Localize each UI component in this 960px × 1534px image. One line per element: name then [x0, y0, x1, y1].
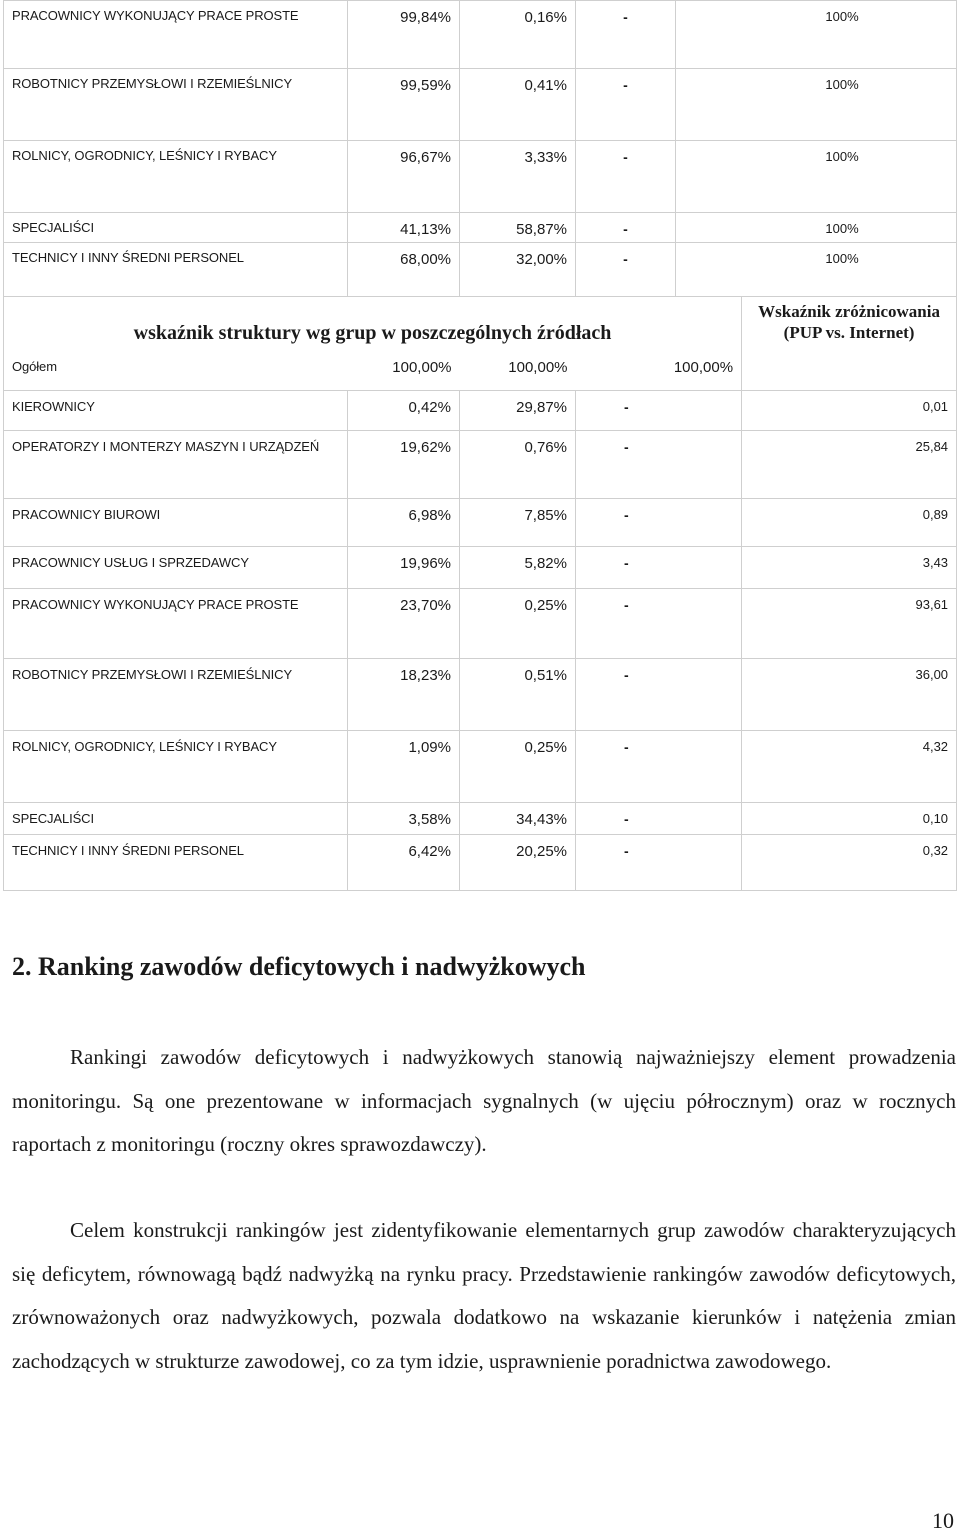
indicator-cell: 36,00 [742, 659, 957, 731]
value-cell: 0,76% [460, 431, 576, 499]
table-row [4, 431, 957, 499]
paragraph-text: Celem konstrukcji rankingów jest zidentyfikowanie elementarnych grup zawodów charakteryzujących się deficytem, równowagą bądź nadwyżką na rynku pracy. Przedstawienie rankingów zawodów deficytowych, zrównoważonych oraz nadwyżkowych, pozwala dodatkowo na wskazanie kierunków i natężenia zmian zachodzących w strukturze zawodowej, co za tym idzie, usprawnienie poradnictwa zawodowego. [12, 1218, 956, 1373]
value-cell: 3,33% [460, 141, 576, 213]
value-cell: 58,87% [460, 213, 576, 243]
value-cell: 0,25% [460, 731, 576, 803]
table-row [4, 547, 957, 589]
value-cell: 7,85% [460, 499, 576, 547]
total-cell: 100% [676, 69, 957, 141]
value-cell: - [576, 1, 676, 69]
value-cell: - [576, 659, 742, 731]
value-cell: 32,00% [460, 243, 576, 297]
table-row [4, 243, 957, 297]
value-cell: - [576, 835, 742, 891]
row-label: ROLNICY, OGRODNICY, LEŚNICY I RYBACY [4, 141, 348, 213]
value-cell: - [576, 431, 742, 499]
total-cell: 100% [676, 213, 957, 243]
row-label: KIEROWNICY [4, 391, 348, 431]
table-row [4, 213, 957, 243]
value-cell: 1,09% [348, 731, 460, 803]
paragraph-rankings-purpose [12, 1209, 956, 1383]
table-row [4, 69, 957, 141]
table-row [4, 803, 957, 835]
value-cell: - [576, 589, 742, 659]
row-label: ROBOTNICY PRZEMYSŁOWI I RZEMIEŚLNICY [4, 659, 348, 731]
value-cell: - [576, 391, 742, 431]
value-cell: 99,84% [348, 1, 460, 69]
table-row [4, 659, 957, 731]
row-label: TECHNICY I INNY ŚREDNI PERSONEL [4, 243, 348, 297]
row-label: PRACOWNICY USŁUG I SPRZEDAWCY [4, 547, 348, 589]
value-cell: - [576, 243, 676, 297]
value-cell: - [576, 141, 676, 213]
indicator-cell: 0,32 [742, 835, 957, 891]
table-row [4, 835, 957, 891]
row-label: SPECJALIŚCI [4, 213, 348, 243]
value-cell: 41,13% [348, 213, 460, 243]
value-cell: 6,98% [348, 499, 460, 547]
value-cell: - [576, 213, 676, 243]
value-cell: - [576, 69, 676, 141]
paragraph-text: Rankingi zawodów deficytowych i nadwyżkowych stanowią najważniejszy element prowadzenia monitoringu. Są one prezentowane w informacjach sygnalnych (w ujęciu półrocznym) oraz w rocznych raportach z monitoringu (roczny okres sprawozdawczy). [12, 1045, 956, 1156]
structure-header: wskaźnik struktury wg grup w poszczególnych źródłach [4, 297, 742, 355]
value-cell: 0,51% [460, 659, 576, 731]
row-label: ROLNICY, OGRODNICY, LEŚNICY I RYBACY [4, 731, 348, 803]
structure-indicator-table [3, 296, 957, 891]
value-cell: 0,16% [460, 1, 576, 69]
total-cell: 100% [676, 1, 957, 69]
value-cell: 100,00% [460, 355, 576, 391]
value-cell: 100,00% [348, 355, 460, 391]
value-cell: 18,23% [348, 659, 460, 731]
value-cell: 68,00% [348, 243, 460, 297]
table-row [4, 391, 957, 431]
total-cell: 100% [676, 141, 957, 213]
indicator-cell: 25,84 [742, 431, 957, 499]
indicator-cell: 0,10 [742, 803, 957, 835]
row-label: SPECJALIŚCI [4, 803, 348, 835]
value-cell: 19,96% [348, 547, 460, 589]
indicator-cell: 3,43 [742, 547, 957, 589]
row-label: TECHNICY I INNY ŚREDNI PERSONEL [4, 835, 348, 891]
value-cell: 96,67% [348, 141, 460, 213]
structure-share-table-top [3, 0, 957, 297]
table-row [4, 1, 957, 69]
table-row [4, 731, 957, 803]
section-heading: 2. Ranking zawodów deficytowych i nadwyżkowych [12, 952, 586, 981]
value-cell: 0,25% [460, 589, 576, 659]
value-cell: 5,82% [460, 547, 576, 589]
value-cell: 20,25% [460, 835, 576, 891]
row-label: PRACOWNICY WYKONUJĄCY PRACE PROSTE [4, 1, 348, 69]
value-cell: - [576, 803, 742, 835]
value-cell: 3,58% [348, 803, 460, 835]
value-cell: 99,59% [348, 69, 460, 141]
value-cell: 6,42% [348, 835, 460, 891]
diversity-indicator-header: Wskaźnik zróżnicowania (PUP vs. Internet) [742, 297, 957, 391]
row-label: PRACOWNICY BIUROWI [4, 499, 348, 547]
value-cell: - [576, 499, 742, 547]
value-cell: - [576, 547, 742, 589]
table-row [4, 589, 957, 659]
row-label: Ogółem [4, 355, 348, 391]
value-cell: - [576, 731, 742, 803]
value-cell: 100,00% [576, 355, 742, 391]
paragraph-rankings-intro [12, 1036, 956, 1167]
value-cell: 29,87% [460, 391, 576, 431]
page-number: 10 [932, 1508, 954, 1533]
value-cell: 19,62% [348, 431, 460, 499]
value-cell: 0,42% [348, 391, 460, 431]
value-cell: 34,43% [460, 803, 576, 835]
table-row [4, 141, 957, 213]
indicator-cell: 4,32 [742, 731, 957, 803]
table-row [4, 499, 957, 547]
row-label: PRACOWNICY WYKONUJĄCY PRACE PROSTE [4, 589, 348, 659]
value-cell: 0,41% [460, 69, 576, 141]
total-cell: 100% [676, 243, 957, 297]
indicator-cell: 93,61 [742, 589, 957, 659]
row-label: OPERATORZY I MONTERZY MASZYN I URZĄDZEŃ [4, 431, 348, 499]
indicator-cell: 0,01 [742, 391, 957, 431]
table-header-row [4, 297, 957, 355]
indicator-cell: 0,89 [742, 499, 957, 547]
value-cell: 23,70% [348, 589, 460, 659]
row-label: ROBOTNICY PRZEMYSŁOWI I RZEMIEŚLNICY [4, 69, 348, 141]
